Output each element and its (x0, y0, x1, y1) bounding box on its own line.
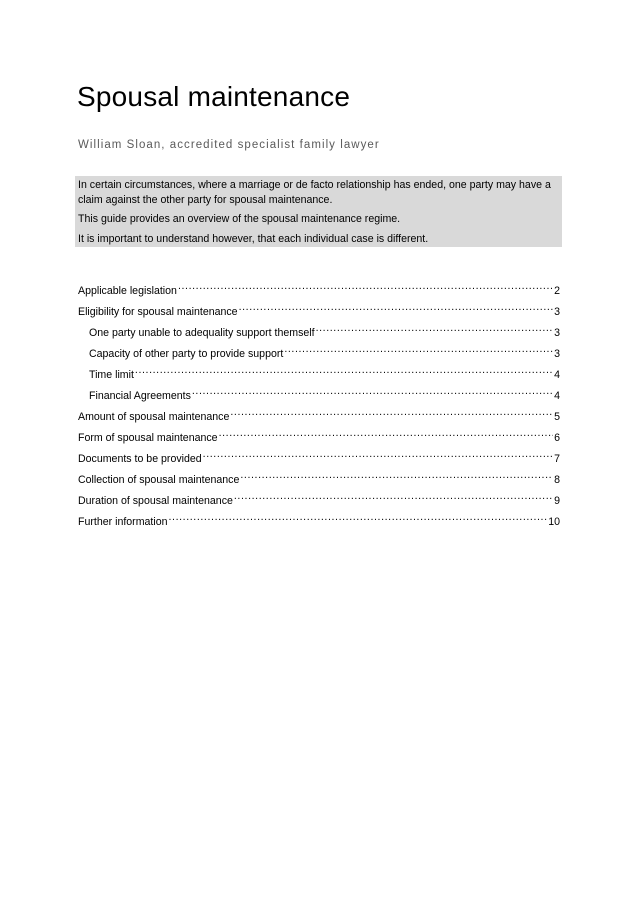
toc-dot-leader (239, 299, 554, 315)
table-of-contents (78, 278, 560, 530)
toc-page-number: 9 (554, 495, 560, 507)
toc-entry-amount[interactable] (78, 404, 560, 425)
toc-page-number: 3 (554, 327, 560, 339)
toc-page-number: 4 (554, 369, 560, 381)
toc-entry-label: Time limit (89, 369, 134, 381)
toc-dot-leader (135, 362, 553, 378)
toc-entry-capacity-to-support[interactable] (78, 341, 560, 362)
toc-page-number: 3 (554, 306, 560, 318)
toc-dot-leader (203, 446, 553, 462)
toc-entry-applicable-legislation[interactable] (78, 278, 560, 299)
toc-entry-label: Capacity of other party to provide support (89, 348, 284, 360)
intro-line: It is important to understand however, that each individual case is different. (78, 233, 429, 245)
toc-entry-unable-to-support[interactable] (78, 320, 560, 341)
toc-dot-leader (230, 404, 553, 420)
page-title: Spousal maintenance (77, 81, 351, 112)
toc-page-number: 7 (554, 453, 560, 465)
toc-entry-label: Duration of spousal maintenance (78, 495, 233, 507)
toc-entry-label: Applicable legislation (78, 285, 177, 297)
intro-line: claim against the other party for spousal maintenance. (78, 194, 333, 206)
intro-line: This guide provides an overview of the spousal maintenance regime. (78, 213, 401, 225)
toc-page-number: 8 (554, 474, 560, 486)
toc-entry-documents[interactable] (78, 446, 560, 467)
toc-entry-financial-agreements[interactable] (78, 383, 560, 404)
toc-dot-leader (192, 383, 553, 399)
toc-entry-collection[interactable] (78, 467, 560, 488)
toc-entry-time-limit[interactable] (78, 362, 560, 383)
toc-page-number: 2 (554, 285, 560, 297)
toc-entry-label: Documents to be provided (78, 453, 202, 465)
toc-entry-label: Form of spousal maintenance (78, 432, 218, 444)
toc-entry-label: Collection of spousal maintenance (78, 474, 240, 486)
toc-dot-leader (178, 278, 553, 294)
toc-page-number: 3 (554, 348, 560, 360)
toc-entry-label: Financial Agreements (89, 390, 191, 402)
toc-entry-eligibility[interactable] (78, 299, 560, 320)
toc-dot-leader (316, 320, 554, 336)
author-subtitle: William Sloan, accredited specialist family lawyer (78, 139, 380, 151)
toc-entry-label: One party unable to adequality support themself (89, 327, 315, 339)
toc-dot-leader (234, 488, 553, 504)
toc-dot-leader (169, 509, 548, 525)
toc-page-number: 6 (554, 432, 560, 444)
toc-dot-leader (284, 341, 553, 357)
toc-entry-further-information[interactable] (78, 509, 560, 530)
toc-entry-label: Amount of spousal maintenance (78, 411, 230, 423)
toc-page-number: 10 (548, 516, 560, 528)
toc-entry-duration[interactable] (78, 488, 560, 509)
toc-page-number: 4 (554, 390, 560, 402)
toc-entry-label: Eligibility for spousal maintenance (78, 306, 238, 318)
toc-page-number: 5 (554, 411, 560, 423)
toc-entry-form[interactable] (78, 425, 560, 446)
toc-entry-label: Further information (78, 516, 168, 528)
intro-line: In certain circumstances, where a marriage or de facto relationship has ended, one party may have a (78, 179, 551, 191)
toc-dot-leader (240, 467, 553, 483)
toc-dot-leader (219, 425, 554, 441)
